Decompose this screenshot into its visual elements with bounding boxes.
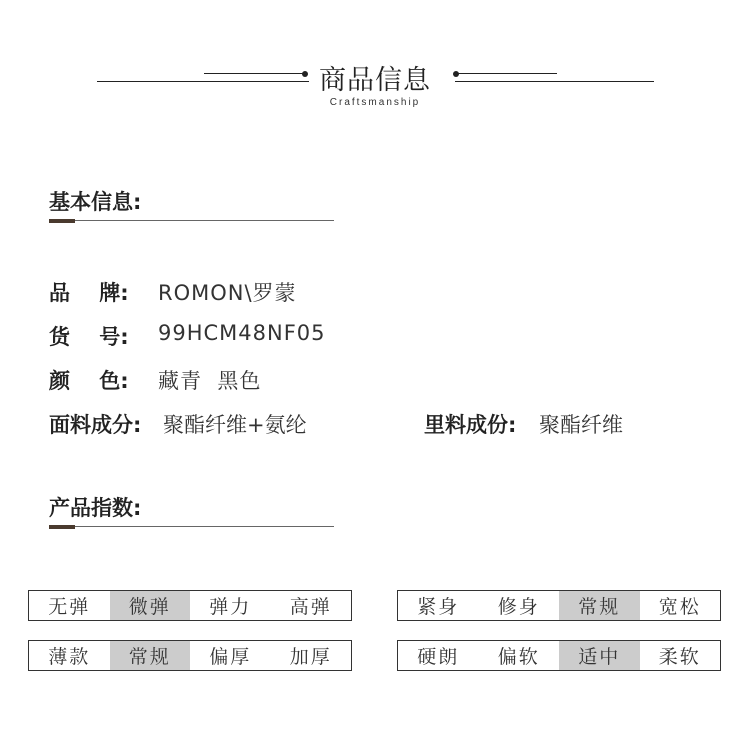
- index-option: 修身: [497, 596, 540, 618]
- item-number-label: 货 号:: [49, 325, 129, 349]
- softness-index: [397, 640, 721, 671]
- index-option: 硬朗: [417, 646, 460, 668]
- fabric-value: 聚酯纤维+氨纶: [163, 413, 307, 437]
- index-option: 偏软: [497, 646, 540, 668]
- index-option: 宽松: [658, 596, 701, 618]
- fabric-label: 面料成分:: [49, 413, 142, 437]
- index-option: 无弹: [48, 596, 91, 618]
- brand-value: ROMON\罗蒙: [158, 281, 297, 305]
- index-option-selected: 常规: [559, 591, 640, 620]
- fit-index: [397, 590, 721, 621]
- index-option: 紧身: [417, 596, 460, 618]
- page-subtitle: Craftsmanship: [329, 97, 421, 108]
- index-option: 柔软: [658, 646, 701, 668]
- product-index-divider: [49, 526, 334, 527]
- page-title: 商品信息: [319, 65, 431, 96]
- color-label: 颜 色:: [49, 369, 129, 393]
- brand-label: 品 牌:: [49, 281, 129, 305]
- product-index-heading: 产品指数:: [49, 496, 142, 520]
- index-option: 薄款: [48, 646, 91, 668]
- product-index-accent-bar: [49, 525, 75, 529]
- index-option-selected: 适中: [559, 641, 640, 670]
- basic-info-heading: 基本信息:: [49, 190, 142, 214]
- lining-label: 里料成份:: [424, 413, 517, 437]
- thickness-index: [28, 640, 352, 671]
- basic-info-divider: [49, 220, 334, 221]
- index-option: 弹力: [209, 596, 252, 618]
- index-option-selected: 常规: [110, 641, 191, 670]
- index-option: 偏厚: [209, 646, 252, 668]
- index-option: 加厚: [289, 646, 332, 668]
- lining-value: 聚酯纤维: [539, 413, 623, 437]
- elasticity-index: [28, 590, 352, 621]
- basic-info-accent-bar: [49, 219, 75, 223]
- color-value: 藏青 黑色: [158, 369, 262, 393]
- index-option-selected: 微弹: [110, 591, 191, 620]
- index-option: 高弹: [289, 596, 332, 618]
- item-number-value: 99HCM48NF05: [158, 321, 326, 345]
